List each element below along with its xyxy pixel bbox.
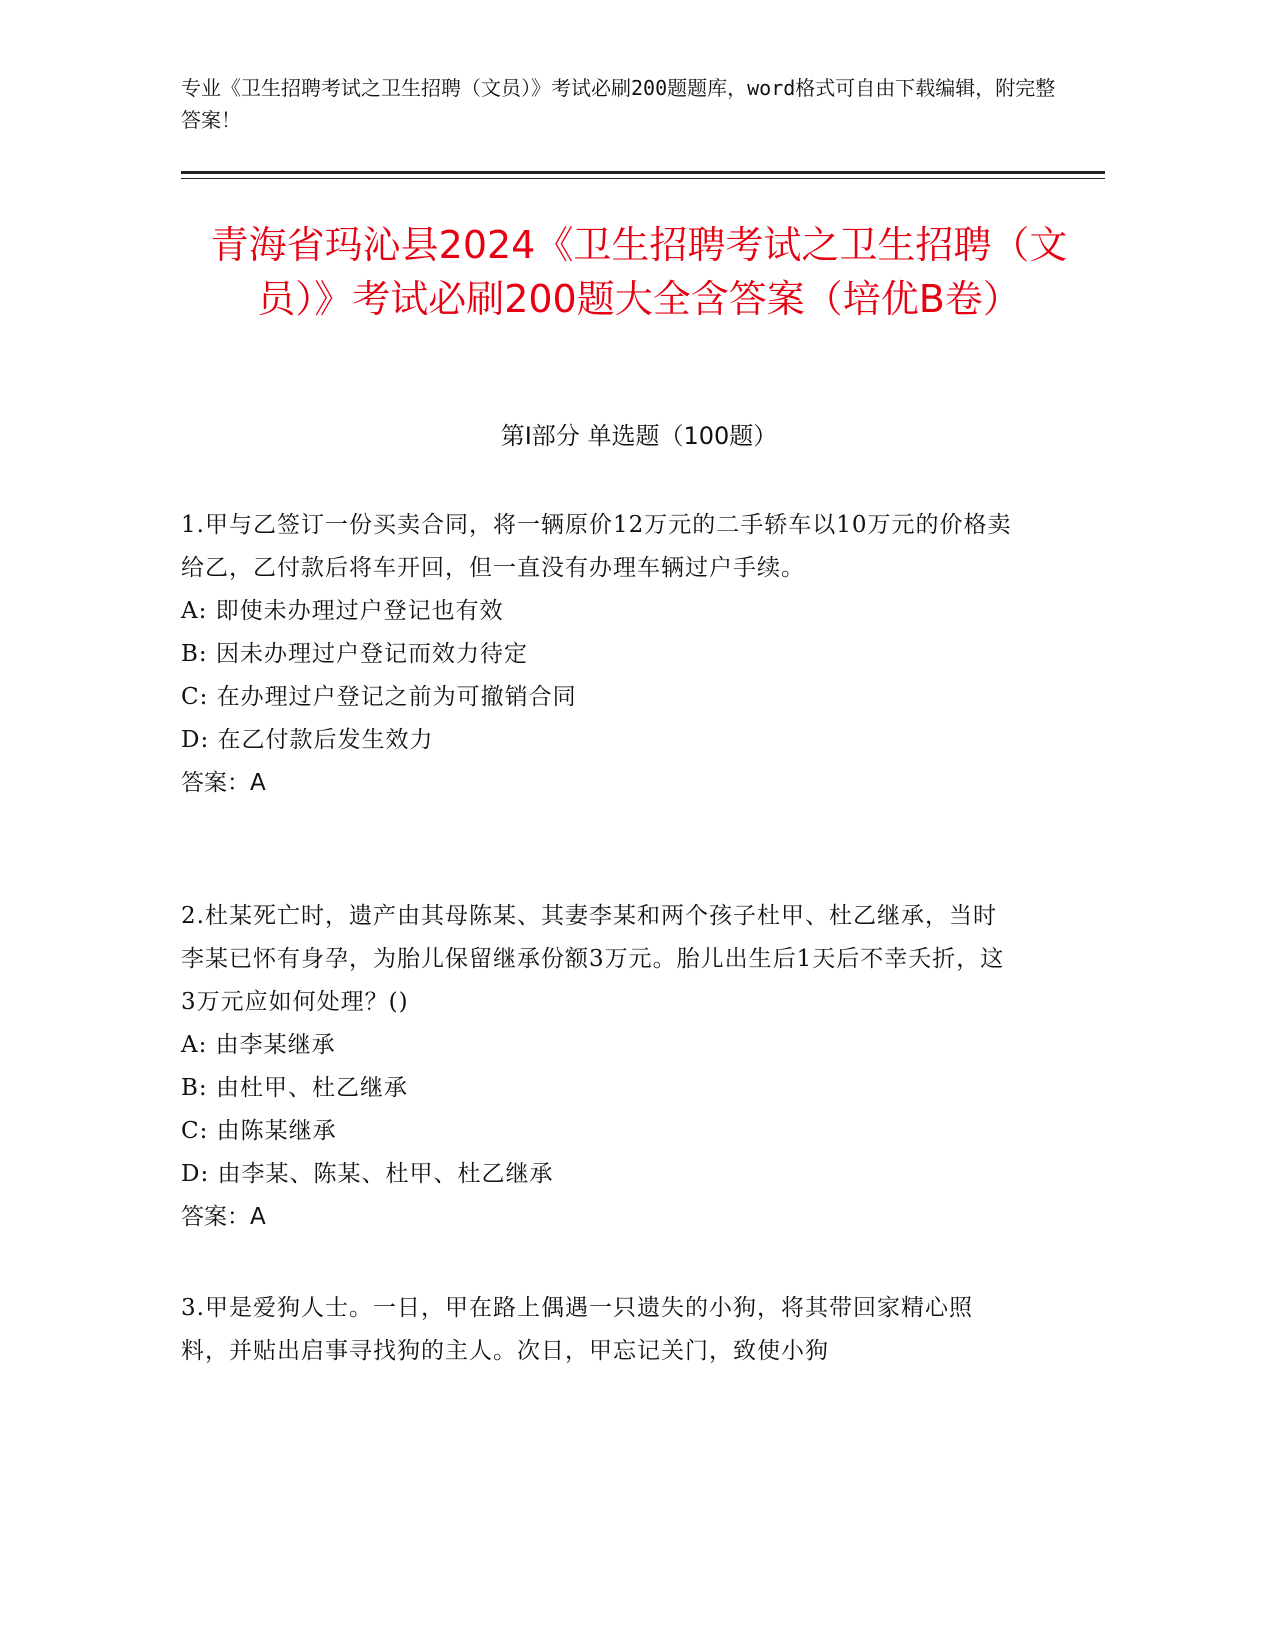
question-stem: 2.杜某死亡时，遗产由其母陈某、其妻李某和两个孩子杜甲、杜乙继承，当时李某已怀有身孕，为胎儿保留继承份额3万元。胎儿出生后1天后不幸夭折，这3万元应如何处理？() — [181, 903, 1005, 1015]
question-1 — [181, 504, 1013, 805]
option-letter: A: — [181, 598, 208, 624]
option-b — [181, 633, 1013, 676]
header-note: 专业《卫生招聘考试之卫生招聘（文员）》考试必刷200题题库，word格式可自由下载编辑，附完整答案！ — [181, 76, 1056, 132]
option-text: 由杜甲、杜乙继承 — [215, 1075, 408, 1101]
option-text: 由李某继承 — [215, 1032, 336, 1058]
option-letter: C: — [181, 1118, 209, 1144]
option-b — [181, 1067, 1013, 1110]
option-letter: C: — [181, 684, 209, 710]
option-text: 即使未办理过户登记也有效 — [215, 598, 504, 624]
option-d — [181, 1153, 1013, 1196]
option-d — [181, 719, 1013, 762]
header-rule-thin — [181, 178, 1105, 179]
option-text: 在乙付款后发生效力 — [217, 727, 434, 753]
question-2 — [181, 895, 1013, 1239]
option-text: 由李某、陈某、杜甲、杜乙继承 — [217, 1161, 554, 1187]
option-letter: A: — [181, 1032, 208, 1058]
option-a — [181, 590, 1013, 633]
section-title: 第I部分 单选题（100题） — [500, 422, 778, 450]
question-3 — [181, 1287, 1013, 1373]
option-text: 由陈某继承 — [216, 1118, 337, 1144]
option-text: 在办理过户登记之前为可撤销合同 — [216, 684, 577, 710]
header-rule-thick — [181, 171, 1105, 174]
answer-line: 答案：A — [181, 1204, 266, 1230]
option-letter: B: — [181, 641, 208, 667]
document-title: 青海省玛沁县2024《卫生招聘考试之卫生招聘（文员）》考试必刷200题大全含答案（培优B卷） — [210, 223, 1068, 321]
question-stem: 1.甲与乙签订一份买卖合同，将一辆原价12万元的二手轿车以10万元的价格卖给乙，乙付款后将车开回，但一直没有办理车辆过户手续。 — [181, 512, 1012, 581]
question-stem: 3.甲是爱狗人士。一日，甲在路上偶遇一只遗失的小狗，将其带回家精心照料，并贴出启事寻找狗的主人。次日，甲忘记关门，致使小狗 — [181, 1295, 973, 1364]
answer-line: 答案：A — [181, 770, 266, 796]
option-letter: D: — [181, 727, 210, 753]
option-c — [181, 1110, 1013, 1153]
option-letter: B: — [181, 1075, 208, 1101]
option-c — [181, 676, 1013, 719]
option-text: 因未办理过户登记而效力待定 — [215, 641, 528, 667]
option-letter: D: — [181, 1161, 210, 1187]
option-a — [181, 1024, 1013, 1067]
